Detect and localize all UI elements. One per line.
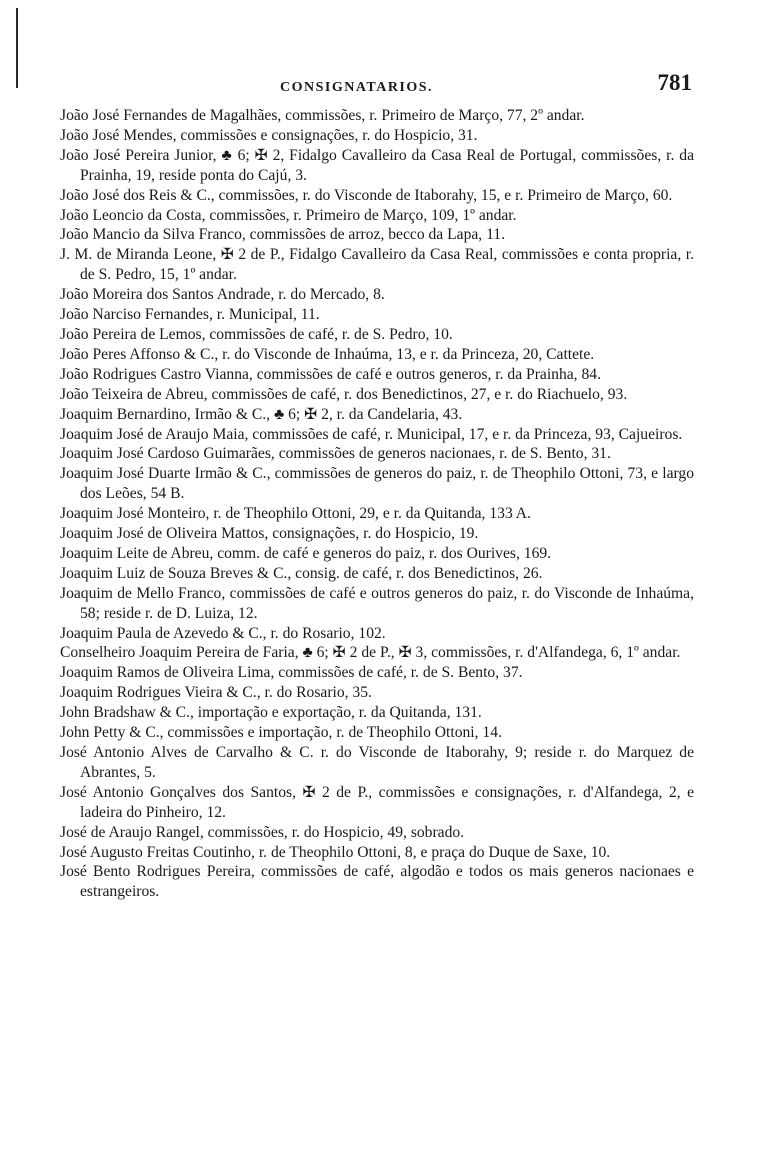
entry: Joaquim José de Oliveira Mattos, consignações, r. do Hospicio, 19. xyxy=(60,525,479,543)
entry: João José Pereira Junior, ♣ 6; ✠ 2, Fidalgo Cavalleiro da Casa Real de Portugal, commissões, r. da Prainha, 19, reside ponta do Cajú, 3. xyxy=(60,146,694,184)
entry: Joaquim Ramos de Oliveira Lima, commissões de café, r. de S. Bento, 37. xyxy=(60,664,523,682)
entry: João Pereira de Lemos, commissões de café, r. de S. Pedro, 10. xyxy=(60,325,453,343)
entry: John Bradshaw & C., importação e exportação, r. da Quitanda, 131. xyxy=(60,704,482,722)
entry: Joaquim Paula de Azevedo & C., r. do Rosario, 102. xyxy=(60,624,386,642)
running-title: CONSIGNATARIOS. xyxy=(280,80,434,95)
entry: J. M. de Miranda Leone, ✠ 2 de P., Fidalgo Cavalleiro da Casa Real, commissões e conta propria, r. de S. Pedro, 15, 1º andar. xyxy=(60,246,694,284)
entry: João José Fernandes de Magalhães, commissões, r. Primeiro de Março, 77, 2º andar. xyxy=(60,107,585,124)
entry: Joaquim José de Araujo Maia, commissões de café, r. Municipal, 17, e r. da Princeza, 93, Cajueiros. xyxy=(60,425,683,443)
entry: João Rodrigues Castro Vianna, commissões de café e outros generos, r. da Prainha, 84. xyxy=(60,365,601,383)
entry: Joaquim Bernardino, Irmão & C., ♣ 6; ✠ 2, r. da Candelaria, 43. xyxy=(60,405,463,423)
entry: Joaquim Rodrigues Vieira & C., r. do Rosario, 35. xyxy=(60,684,372,702)
entry: João José Mendes, commissões e consignações, r. do Hospicio, 31. xyxy=(60,126,478,144)
page-header xyxy=(60,70,700,106)
entry: José Antonio Alves de Carvalho & C. r. do Visconde de Itaborahy, 9; reside r. do Marquez de Abrantes, 5. xyxy=(60,744,694,781)
entry: Joaquim de Mello Franco, commissões de café e outros generos do paiz, r. do Visconde de Inhaúma, 58; reside r. de D. Luiza, 12. xyxy=(60,584,694,622)
margin-rule xyxy=(16,8,18,88)
page-number: 781 xyxy=(657,70,692,95)
entry: João Mancio da Silva Franco, commissões de arroz, becco da Lapa, 11. xyxy=(60,226,506,244)
entry: João Moreira dos Santos Andrade, r. do Mercado, 8. xyxy=(60,286,385,304)
entry: João José dos Reis & C., commissões, r. do Visconde de Itaborahy, 15, e r. Primeiro de Março, 60. xyxy=(60,186,673,204)
entry: José Bento Rodrigues Pereira, commissões de café, algodão e todos os mais generos nacionaes e estrangeiros. xyxy=(60,863,694,901)
directory-entries xyxy=(60,106,694,902)
entry: Joaquim Luiz de Souza Breves & C., consig. de café, r. dos Benedictinos, 26. xyxy=(60,564,543,582)
entry: José Augusto Freitas Coutinho, r. de Theophilo Ottoni, 8, e praça do Duque de Saxe, 10. xyxy=(60,843,611,861)
entry: João Peres Affonso & C., r. do Visconde de Inhaúma, 13, e r. da Princeza, 20, Cattete. xyxy=(60,345,595,363)
entry: José de Araujo Rangel, commissões, r. do Hospicio, 49, sobrado. xyxy=(60,823,465,841)
entry: Joaquim José Monteiro, r. de Theophilo Ottoni, 29, e r. da Quitanda, 133 A. xyxy=(60,505,531,523)
entry: João Leoncio da Costa, commissões, r. Primeiro de Março, 109, 1º andar. xyxy=(60,206,517,224)
entry: João Teixeira de Abreu, commissões de café, r. dos Benedictinos, 27, e r. do Riachuelo, 93. xyxy=(60,385,628,403)
entry: Joaquim Leite de Abreu, comm. de café e generos do paiz, r. dos Ourives, 169. xyxy=(60,544,552,562)
entry: Conselheiro Joaquim Pereira de Faria, ♣ 6; ✠ 2 de P., ✠ 3, commissões, r. d'Alfandega, 6, 1º andar. xyxy=(60,644,681,662)
entry: José Antonio Gonçalves dos Santos, ✠ 2 de P., commissões e consignações, r. d'Alfandega, 2, e ladeira do Pinheiro, 12. xyxy=(60,783,694,821)
entry: John Petty & C., commissões e importação, r. de Theophilo Ottoni, 14. xyxy=(60,724,502,742)
entry: Joaquim José Duarte Irmão & C., commissões de generos do paiz, r. de Theophilo Ottoni, 73, e largo dos Leões, 54 B. xyxy=(60,465,694,503)
entry: João Narciso Fernandes, r. Municipal, 11. xyxy=(60,306,320,324)
entry: Joaquim José Cardoso Guimarães, commissões de generos nacionaes, r. de S. Bento, 31. xyxy=(60,445,611,463)
